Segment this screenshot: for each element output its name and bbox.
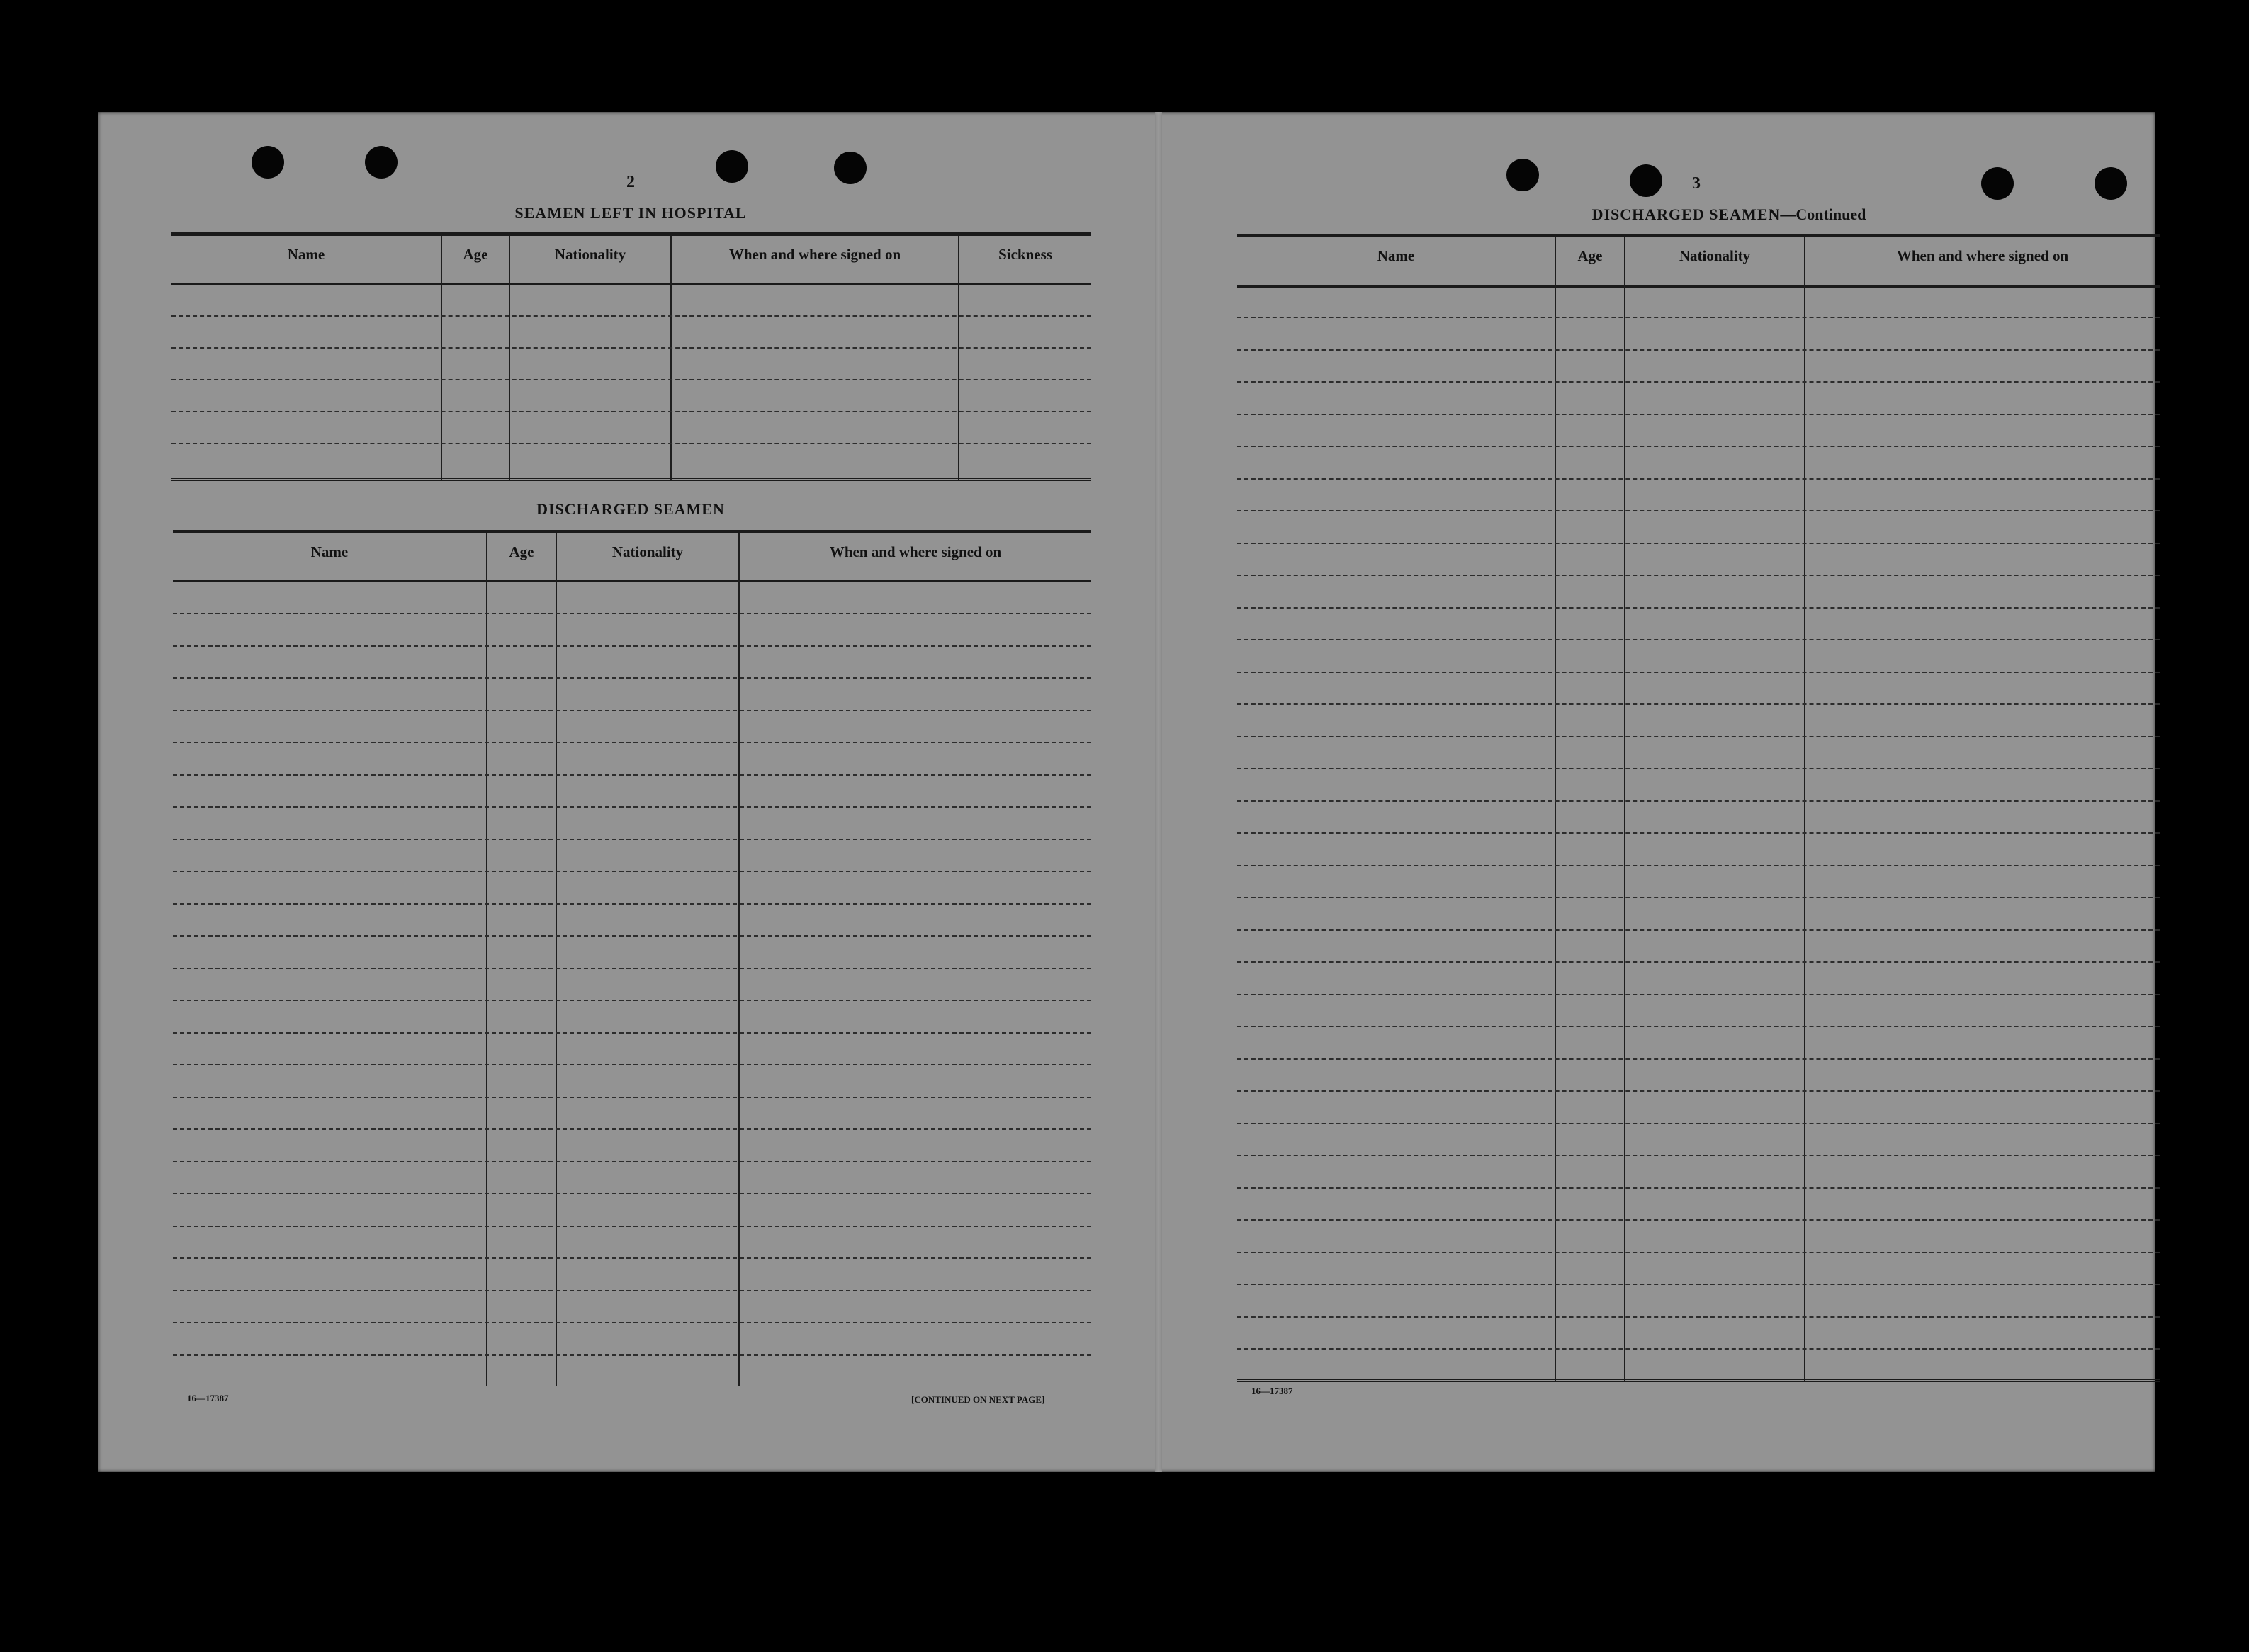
punch-hole — [1506, 159, 1539, 191]
table-row-rule — [1237, 1123, 2160, 1124]
punch-hole — [252, 146, 284, 179]
punch-hole — [1981, 167, 2014, 200]
section-title-suffix: —Continued — [1780, 205, 1866, 223]
table-row-rule — [1237, 1219, 2160, 1221]
table-row-rule — [1237, 672, 2160, 673]
hospital-table-header — [171, 236, 1091, 285]
table-row-rule — [171, 347, 1091, 349]
hospital-table — [171, 232, 1091, 484]
table-row-rule — [1237, 994, 2160, 995]
table-rows — [173, 533, 1091, 1391]
table-row-rule — [1237, 639, 2160, 640]
table-row-rule — [173, 903, 1091, 905]
table-row-rule — [173, 774, 1091, 776]
col-signed-on-header: When and where signed on — [1896, 247, 2069, 264]
col-signed-on-header: When and where signed on — [829, 543, 1002, 560]
table-row-rule — [1237, 1316, 2160, 1318]
col-sickness-header: Sickness — [998, 246, 1052, 263]
form-number: 16—17387 — [1251, 1386, 1293, 1396]
table-bottom-rule — [1237, 1379, 2160, 1382]
table-row-rule — [173, 1257, 1091, 1259]
col-name-header: Name — [1377, 247, 1415, 264]
column-divider — [958, 236, 959, 481]
table-row-rule — [1237, 929, 2160, 931]
col-nationality-header: Nationality — [1679, 247, 1751, 264]
table-row-rule — [1237, 897, 2160, 898]
discharged-continued-title — [1474, 205, 1984, 224]
table-row-rule — [1237, 510, 2160, 511]
table-bottom-rule — [171, 478, 1091, 481]
table-row-rule — [1237, 736, 2160, 737]
punch-hole — [2095, 167, 2127, 200]
col-nationality-header: Nationality — [611, 543, 684, 560]
table-row-rule — [1237, 832, 2160, 834]
page-number: 2 — [626, 173, 635, 191]
column-divider — [509, 236, 510, 481]
table-row-rule — [173, 1064, 1091, 1065]
punch-hole — [1630, 164, 1662, 197]
table-row-rule — [173, 645, 1091, 647]
table-row-rule — [1237, 1348, 2160, 1350]
table-row-rule — [173, 1000, 1091, 1001]
table-row-rule — [173, 935, 1091, 937]
page-fold — [1155, 112, 1162, 1472]
table-row-rule — [173, 1161, 1091, 1162]
table-row-rule — [1237, 768, 2160, 769]
table-row-rule — [1237, 414, 2160, 415]
form-number: 16—17387 — [187, 1393, 229, 1403]
col-signed-on-header: When and where signed on — [728, 246, 901, 263]
table-row-rule — [1237, 381, 2160, 383]
table-rows — [1237, 237, 2160, 1388]
table-row-rule — [1237, 575, 2160, 576]
table-bottom-rule — [173, 1384, 1091, 1386]
table-row-rule — [173, 1290, 1091, 1291]
table-row-rule — [171, 315, 1091, 317]
table-row-rule — [173, 1128, 1091, 1130]
table-row-rule — [1237, 1155, 2160, 1156]
table-row-rule — [1237, 1187, 2160, 1189]
table-row-rule — [173, 1322, 1091, 1323]
discharged-table — [173, 530, 1091, 1391]
discharged-section-title: DISCHARGED SEAMEN — [536, 500, 725, 518]
punch-hole — [365, 146, 398, 179]
column-divider — [441, 236, 442, 481]
table-row-rule — [1237, 446, 2160, 447]
col-age-header: Age — [463, 246, 488, 263]
table-row-rule — [173, 677, 1091, 679]
table-row-rule — [171, 443, 1091, 444]
table-row-rule — [1237, 317, 2160, 318]
table-row-rule — [171, 411, 1091, 412]
col-name-header: Name — [310, 543, 349, 560]
table-row-rule — [173, 871, 1091, 872]
hospital-section-title: SEAMEN LEFT IN HOSPITAL — [514, 204, 747, 222]
section-title: DISCHARGED SEAMEN — [1591, 205, 1781, 223]
table-row-rule — [1237, 703, 2160, 705]
table-row-rule — [1237, 607, 2160, 609]
table-row-rule — [173, 742, 1091, 743]
table-row-rule — [173, 1226, 1091, 1227]
table-row-rule — [1237, 478, 2160, 480]
discharged-continued-table — [1237, 234, 2160, 1388]
table-row-rule — [1237, 800, 2160, 802]
col-nationality-header: Nationality — [554, 246, 626, 263]
table-row-rule — [173, 839, 1091, 840]
table-row-rule — [1237, 1284, 2160, 1285]
punch-hole — [716, 150, 748, 183]
page-number: 3 — [1692, 174, 1701, 193]
col-name-header: Name — [287, 246, 325, 263]
table-row-rule — [173, 613, 1091, 614]
table-row-rule — [1237, 1252, 2160, 1253]
continued-note: [CONTINUED ON NEXT PAGE] — [911, 1394, 1045, 1405]
table-row-rule — [1237, 543, 2160, 544]
table-row-rule — [173, 968, 1091, 969]
table-row-rule — [173, 1097, 1091, 1098]
table-row-rule — [173, 806, 1091, 808]
col-age-header: Age — [1577, 247, 1603, 264]
table-row-rule — [173, 1354, 1091, 1356]
table-row-rule — [173, 1032, 1091, 1034]
table-row-rule — [1237, 865, 2160, 866]
table-row-rule — [173, 710, 1091, 711]
table-row-rule — [1237, 1058, 2160, 1060]
table-row-rule — [1237, 961, 2160, 963]
table-row-rule — [171, 379, 1091, 380]
table-row-rule — [173, 1193, 1091, 1194]
table-row-rule — [1237, 349, 2160, 351]
col-age-header: Age — [509, 543, 534, 560]
column-divider — [670, 236, 672, 481]
punch-hole — [834, 152, 867, 184]
table-row-rule — [1237, 1026, 2160, 1027]
table-row-rule — [1237, 1090, 2160, 1092]
